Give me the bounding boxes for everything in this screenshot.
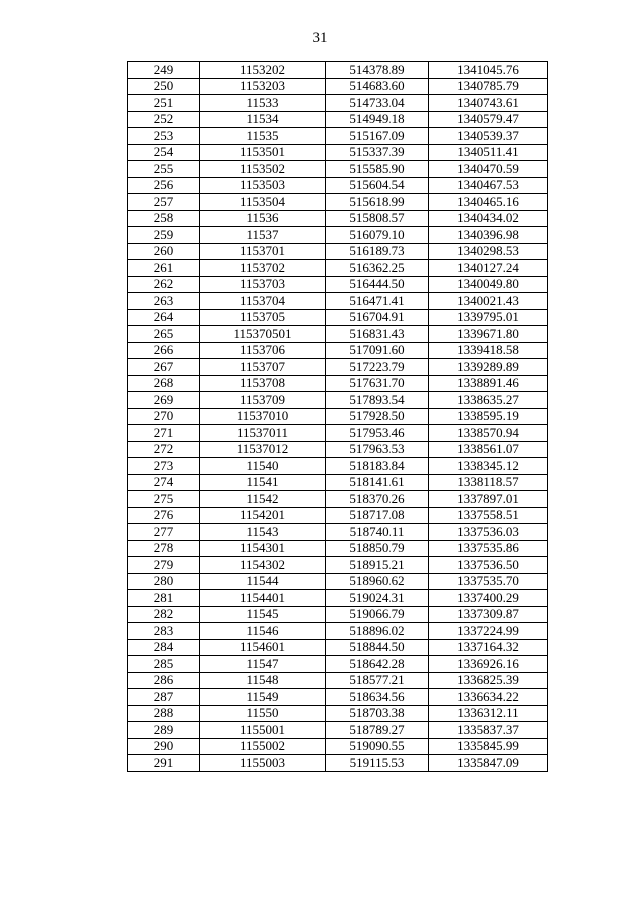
point-id-cell: 11537010: [200, 408, 326, 425]
x-coordinate-cell: 515808.57: [326, 210, 429, 227]
x-coordinate-cell: 517223.79: [326, 359, 429, 376]
table-row: [128, 557, 548, 574]
point-id-cell: 1153709: [200, 392, 326, 409]
row-number-cell: 282: [128, 606, 200, 623]
point-id-cell: 11540: [200, 458, 326, 475]
y-coordinate-cell: 1340396.98: [429, 227, 548, 244]
table-row: [128, 309, 548, 326]
point-id-cell: 11544: [200, 573, 326, 590]
y-coordinate-cell: 1335837.37: [429, 722, 548, 739]
x-coordinate-cell: 517091.60: [326, 342, 429, 359]
x-coordinate-cell: 517953.46: [326, 425, 429, 442]
x-coordinate-cell: 516079.10: [326, 227, 429, 244]
y-coordinate-cell: 1340021.43: [429, 293, 548, 310]
y-coordinate-cell: 1339795.01: [429, 309, 548, 326]
y-coordinate-cell: 1339418.58: [429, 342, 548, 359]
table-row: [128, 656, 548, 673]
x-coordinate-cell: 515618.99: [326, 194, 429, 211]
x-coordinate-cell: 519115.53: [326, 755, 429, 772]
y-coordinate-cell: 1337309.87: [429, 606, 548, 623]
y-coordinate-cell: 1340785.79: [429, 78, 548, 95]
row-number-cell: 286: [128, 672, 200, 689]
point-id-cell: 1153203: [200, 78, 326, 95]
point-id-cell: 1155002: [200, 738, 326, 755]
coordinates-table-body: [128, 62, 548, 772]
table-row: [128, 342, 548, 359]
x-coordinate-cell: 518703.38: [326, 705, 429, 722]
y-coordinate-cell: 1340511.41: [429, 144, 548, 161]
x-coordinate-cell: 515604.54: [326, 177, 429, 194]
point-id-cell: 1153702: [200, 260, 326, 277]
x-coordinate-cell: 519090.55: [326, 738, 429, 755]
row-number-cell: 270: [128, 408, 200, 425]
y-coordinate-cell: 1337224.99: [429, 623, 548, 640]
y-coordinate-cell: 1338595.19: [429, 408, 548, 425]
row-number-cell: 281: [128, 590, 200, 607]
x-coordinate-cell: 514733.04: [326, 95, 429, 112]
row-number-cell: 267: [128, 359, 200, 376]
x-coordinate-cell: 516362.25: [326, 260, 429, 277]
y-coordinate-cell: 1340467.53: [429, 177, 548, 194]
y-coordinate-cell: 1337164.32: [429, 639, 548, 656]
x-coordinate-cell: 518141.61: [326, 474, 429, 491]
table-row: [128, 755, 548, 772]
point-id-cell: 1153706: [200, 342, 326, 359]
point-id-cell: 11541: [200, 474, 326, 491]
table-row: [128, 705, 548, 722]
point-id-cell: 11542: [200, 491, 326, 508]
x-coordinate-cell: 515585.90: [326, 161, 429, 178]
x-coordinate-cell: 516831.43: [326, 326, 429, 343]
page-number: 31: [312, 30, 328, 46]
point-id-cell: 1153501: [200, 144, 326, 161]
point-id-cell: 11543: [200, 524, 326, 541]
y-coordinate-cell: 1340127.24: [429, 260, 548, 277]
point-id-cell: 11533: [200, 95, 326, 112]
row-number-cell: 252: [128, 111, 200, 128]
point-id-cell: 1153708: [200, 375, 326, 392]
row-number-cell: 289: [128, 722, 200, 739]
x-coordinate-cell: 516471.41: [326, 293, 429, 310]
y-coordinate-cell: 1337400.29: [429, 590, 548, 607]
row-number-cell: 278: [128, 540, 200, 557]
y-coordinate-cell: 1338561.07: [429, 441, 548, 458]
row-number-cell: 284: [128, 639, 200, 656]
table-row: [128, 458, 548, 475]
y-coordinate-cell: 1341045.76: [429, 62, 548, 79]
table-row: [128, 276, 548, 293]
table-row: [128, 623, 548, 640]
table-row: [128, 293, 548, 310]
x-coordinate-cell: 514683.60: [326, 78, 429, 95]
table-row: [128, 243, 548, 260]
y-coordinate-cell: 1338118.57: [429, 474, 548, 491]
y-coordinate-cell: 1336312.11: [429, 705, 548, 722]
point-id-cell: 11549: [200, 689, 326, 706]
x-coordinate-cell: 516704.91: [326, 309, 429, 326]
x-coordinate-cell: 518577.21: [326, 672, 429, 689]
point-id-cell: 11550: [200, 705, 326, 722]
row-number-cell: 274: [128, 474, 200, 491]
table-row: [128, 540, 548, 557]
point-id-cell: 11534: [200, 111, 326, 128]
point-id-cell: 1154301: [200, 540, 326, 557]
y-coordinate-cell: 1340539.37: [429, 128, 548, 145]
row-number-cell: 261: [128, 260, 200, 277]
row-number-cell: 253: [128, 128, 200, 145]
table-row: [128, 689, 548, 706]
table-row: [128, 738, 548, 755]
y-coordinate-cell: 1340743.61: [429, 95, 548, 112]
point-id-cell: 1153502: [200, 161, 326, 178]
point-id-cell: 11547: [200, 656, 326, 673]
x-coordinate-cell: 517893.54: [326, 392, 429, 409]
point-id-cell: 1154302: [200, 557, 326, 574]
row-number-cell: 276: [128, 507, 200, 524]
table-row: [128, 425, 548, 442]
coordinates-table: [127, 61, 548, 772]
x-coordinate-cell: 515337.39: [326, 144, 429, 161]
y-coordinate-cell: 1340298.53: [429, 243, 548, 260]
y-coordinate-cell: 1340579.47: [429, 111, 548, 128]
x-coordinate-cell: 518844.50: [326, 639, 429, 656]
point-id-cell: 1153701: [200, 243, 326, 260]
x-coordinate-cell: 518960.62: [326, 573, 429, 590]
row-number-cell: 277: [128, 524, 200, 541]
x-coordinate-cell: 517631.70: [326, 375, 429, 392]
x-coordinate-cell: 518642.28: [326, 656, 429, 673]
y-coordinate-cell: 1339289.89: [429, 359, 548, 376]
row-number-cell: 269: [128, 392, 200, 409]
table-row: [128, 606, 548, 623]
x-coordinate-cell: 519066.79: [326, 606, 429, 623]
table-row: [128, 639, 548, 656]
table-row: [128, 474, 548, 491]
point-id-cell: 1153504: [200, 194, 326, 211]
y-coordinate-cell: 1337535.86: [429, 540, 548, 557]
table-row: [128, 392, 548, 409]
row-number-cell: 271: [128, 425, 200, 442]
y-coordinate-cell: 1338345.12: [429, 458, 548, 475]
row-number-cell: 265: [128, 326, 200, 343]
table-row: [128, 375, 548, 392]
point-id-cell: 115370501: [200, 326, 326, 343]
x-coordinate-cell: 516189.73: [326, 243, 429, 260]
x-coordinate-cell: 518850.79: [326, 540, 429, 557]
x-coordinate-cell: 518789.27: [326, 722, 429, 739]
x-coordinate-cell: 514949.18: [326, 111, 429, 128]
row-number-cell: 255: [128, 161, 200, 178]
row-number-cell: 262: [128, 276, 200, 293]
x-coordinate-cell: 514378.89: [326, 62, 429, 79]
x-coordinate-cell: 518896.02: [326, 623, 429, 640]
y-coordinate-cell: 1337536.03: [429, 524, 548, 541]
row-number-cell: 249: [128, 62, 200, 79]
y-coordinate-cell: 1337897.01: [429, 491, 548, 508]
table-row: [128, 111, 548, 128]
y-coordinate-cell: 1340049.80: [429, 276, 548, 293]
y-coordinate-cell: 1335845.99: [429, 738, 548, 755]
point-id-cell: 11548: [200, 672, 326, 689]
row-number-cell: 273: [128, 458, 200, 475]
row-number-cell: 285: [128, 656, 200, 673]
y-coordinate-cell: 1340470.59: [429, 161, 548, 178]
table-row: [128, 78, 548, 95]
table-row: [128, 177, 548, 194]
row-number-cell: 263: [128, 293, 200, 310]
row-number-cell: 272: [128, 441, 200, 458]
row-number-cell: 256: [128, 177, 200, 194]
row-number-cell: 291: [128, 755, 200, 772]
table-row: [128, 210, 548, 227]
point-id-cell: 11546: [200, 623, 326, 640]
x-coordinate-cell: 518370.26: [326, 491, 429, 508]
point-id-cell: 1153705: [200, 309, 326, 326]
table-row: [128, 590, 548, 607]
table-row: [128, 144, 548, 161]
x-coordinate-cell: 518740.11: [326, 524, 429, 541]
row-number-cell: 290: [128, 738, 200, 755]
x-coordinate-cell: 516444.50: [326, 276, 429, 293]
y-coordinate-cell: 1340465.16: [429, 194, 548, 211]
row-number-cell: 259: [128, 227, 200, 244]
y-coordinate-cell: 1340434.02: [429, 210, 548, 227]
y-coordinate-cell: 1337536.50: [429, 557, 548, 574]
table-row: [128, 128, 548, 145]
point-id-cell: 1155003: [200, 755, 326, 772]
row-number-cell: 280: [128, 573, 200, 590]
point-id-cell: 11535: [200, 128, 326, 145]
table-row: [128, 524, 548, 541]
y-coordinate-cell: 1336634.22: [429, 689, 548, 706]
x-coordinate-cell: 517928.50: [326, 408, 429, 425]
x-coordinate-cell: 518634.56: [326, 689, 429, 706]
y-coordinate-cell: 1336926.16: [429, 656, 548, 673]
table-row: [128, 359, 548, 376]
y-coordinate-cell: 1336825.39: [429, 672, 548, 689]
y-coordinate-cell: 1337558.51: [429, 507, 548, 524]
row-number-cell: 254: [128, 144, 200, 161]
point-id-cell: 11537011: [200, 425, 326, 442]
point-id-cell: 1153202: [200, 62, 326, 79]
row-number-cell: 266: [128, 342, 200, 359]
y-coordinate-cell: 1338635.27: [429, 392, 548, 409]
point-id-cell: 1155001: [200, 722, 326, 739]
row-number-cell: 251: [128, 95, 200, 112]
point-id-cell: 11545: [200, 606, 326, 623]
point-id-cell: 1154201: [200, 507, 326, 524]
point-id-cell: 11537: [200, 227, 326, 244]
table-row: [128, 227, 548, 244]
x-coordinate-cell: 517963.53: [326, 441, 429, 458]
row-number-cell: 275: [128, 491, 200, 508]
x-coordinate-cell: 519024.31: [326, 590, 429, 607]
point-id-cell: 1153704: [200, 293, 326, 310]
table-row: [128, 672, 548, 689]
table-row: [128, 326, 548, 343]
table-row: [128, 194, 548, 211]
row-number-cell: 250: [128, 78, 200, 95]
x-coordinate-cell: 515167.09: [326, 128, 429, 145]
point-id-cell: 1154601: [200, 639, 326, 656]
row-number-cell: 268: [128, 375, 200, 392]
table-row: [128, 260, 548, 277]
y-coordinate-cell: 1335847.09: [429, 755, 548, 772]
point-id-cell: 1154401: [200, 590, 326, 607]
table-row: [128, 62, 548, 79]
y-coordinate-cell: 1339671.80: [429, 326, 548, 343]
point-id-cell: 1153707: [200, 359, 326, 376]
row-number-cell: 260: [128, 243, 200, 260]
point-id-cell: 1153703: [200, 276, 326, 293]
point-id-cell: 11537012: [200, 441, 326, 458]
row-number-cell: 287: [128, 689, 200, 706]
point-id-cell: 11536: [200, 210, 326, 227]
table-row: [128, 441, 548, 458]
y-coordinate-cell: 1337535.70: [429, 573, 548, 590]
table-row: [128, 573, 548, 590]
row-number-cell: 279: [128, 557, 200, 574]
table-row: [128, 408, 548, 425]
y-coordinate-cell: 1338891.46: [429, 375, 548, 392]
table-row: [128, 722, 548, 739]
table-row: [128, 161, 548, 178]
x-coordinate-cell: 518717.08: [326, 507, 429, 524]
row-number-cell: 288: [128, 705, 200, 722]
x-coordinate-cell: 518915.21: [326, 557, 429, 574]
table-row: [128, 95, 548, 112]
row-number-cell: 264: [128, 309, 200, 326]
row-number-cell: 257: [128, 194, 200, 211]
row-number-cell: 283: [128, 623, 200, 640]
x-coordinate-cell: 518183.84: [326, 458, 429, 475]
row-number-cell: 258: [128, 210, 200, 227]
y-coordinate-cell: 1338570.94: [429, 425, 548, 442]
point-id-cell: 1153503: [200, 177, 326, 194]
table-row: [128, 491, 548, 508]
table-row: [128, 507, 548, 524]
